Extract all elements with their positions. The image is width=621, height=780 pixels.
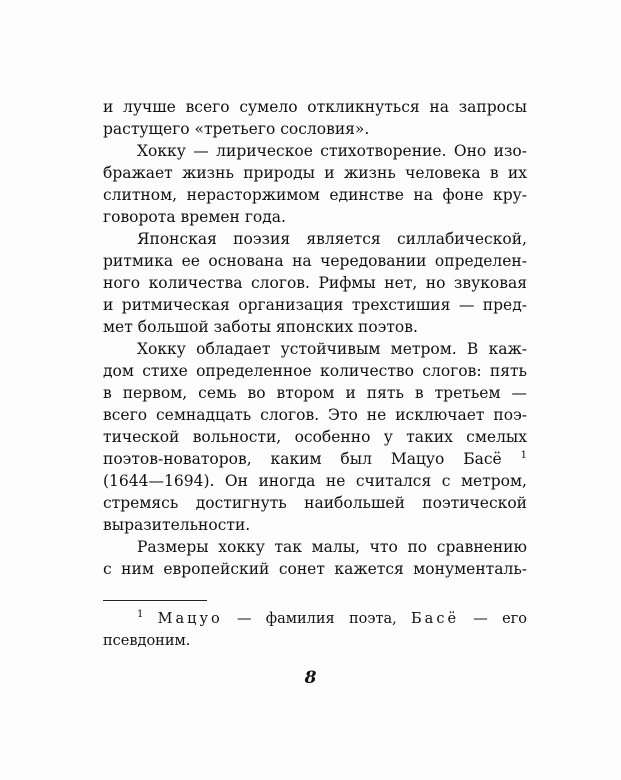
footnote-name-surname: Мацуо (157, 611, 223, 627)
footnote-text-part2: — его (459, 611, 527, 627)
text-line-content: (1644—1694). Он иногда не считался с метром, (103, 472, 527, 490)
text-line (103, 492, 527, 514)
text-line (103, 514, 527, 536)
text-line (103, 404, 527, 426)
text-line (103, 250, 527, 272)
text-line-content: и лучше всего сумело откликнуться на запросы (103, 98, 527, 116)
text-line-content: мет большой заботы японских поэтов. (103, 318, 418, 336)
text-line (103, 162, 527, 184)
text-line-content: говорота времен года. (103, 208, 286, 226)
text-line (103, 448, 527, 470)
body-text (103, 96, 527, 580)
text-line-content: дом стихе определенное количество слогов: пять (103, 362, 527, 380)
text-line (103, 316, 527, 338)
text-line-content: с ним европейский сонет кажется монументаль- (103, 560, 527, 578)
text-line (103, 184, 527, 206)
text-line-content: всего семнадцать слогов. Это не исключает поэ- (103, 406, 527, 424)
footnote-text-part1: — фамилия поэта, (222, 611, 412, 627)
text-line (103, 96, 527, 118)
text-line-content: Японская поэзия является силлабической, (137, 230, 527, 248)
footnote-line: псевдоним. (103, 633, 191, 649)
text-line-content: тической вольности, особенно у таких смелых (103, 428, 527, 446)
text-line (103, 536, 527, 558)
text-line (103, 140, 527, 162)
text-line (103, 272, 527, 294)
text-line-content: ного количества слогов. Рифмы нет, но звуковая (103, 274, 527, 292)
text-line-content: Хокку — лирическое стихотворение. Оно изо- (137, 142, 527, 160)
text-line-content: Хокку обладает устойчивым метром. В каж- (137, 340, 527, 358)
text-line-content: слитном, нерасторжимом единстве на фоне кру- (103, 186, 527, 204)
text-line-content: растущего «третьего сословия». (103, 120, 370, 138)
text-line-content: и ритмическая организация трехстишия — пред- (103, 296, 527, 314)
footnote-line (103, 608, 527, 630)
text-line-content: Размеры хокку так малы, что по сравнению (137, 538, 527, 556)
text-line (103, 558, 527, 580)
text-line (103, 228, 527, 250)
footnote-marker: 1 (137, 609, 144, 621)
text-line (103, 426, 527, 448)
footnote-reference: 1 (520, 449, 527, 461)
text-line (103, 338, 527, 360)
page-number: 8 (304, 668, 317, 688)
text-line (103, 382, 527, 404)
text-line (103, 360, 527, 382)
text-line-content: стремясь достигнуть наибольшей поэтической (103, 494, 527, 512)
text-line-content: в первом, семь во втором и пять в третьем — (103, 384, 527, 402)
text-line (103, 294, 527, 316)
text-line-content: поэтов-новаторов, каким был Мацуо Басё (103, 450, 502, 468)
text-line (103, 118, 527, 140)
footnote (103, 608, 527, 652)
footnote-divider (103, 600, 207, 601)
text-line (103, 470, 527, 492)
text-line (103, 206, 527, 228)
text-line-content: бражает жизнь природы и жизнь человека в их (103, 164, 527, 182)
text-line-content: ритмика ее основана на чередовании определен- (103, 252, 527, 270)
footnote-name-pseudonym: Басё (411, 611, 460, 627)
text-line-content: выразительности. (103, 516, 251, 534)
